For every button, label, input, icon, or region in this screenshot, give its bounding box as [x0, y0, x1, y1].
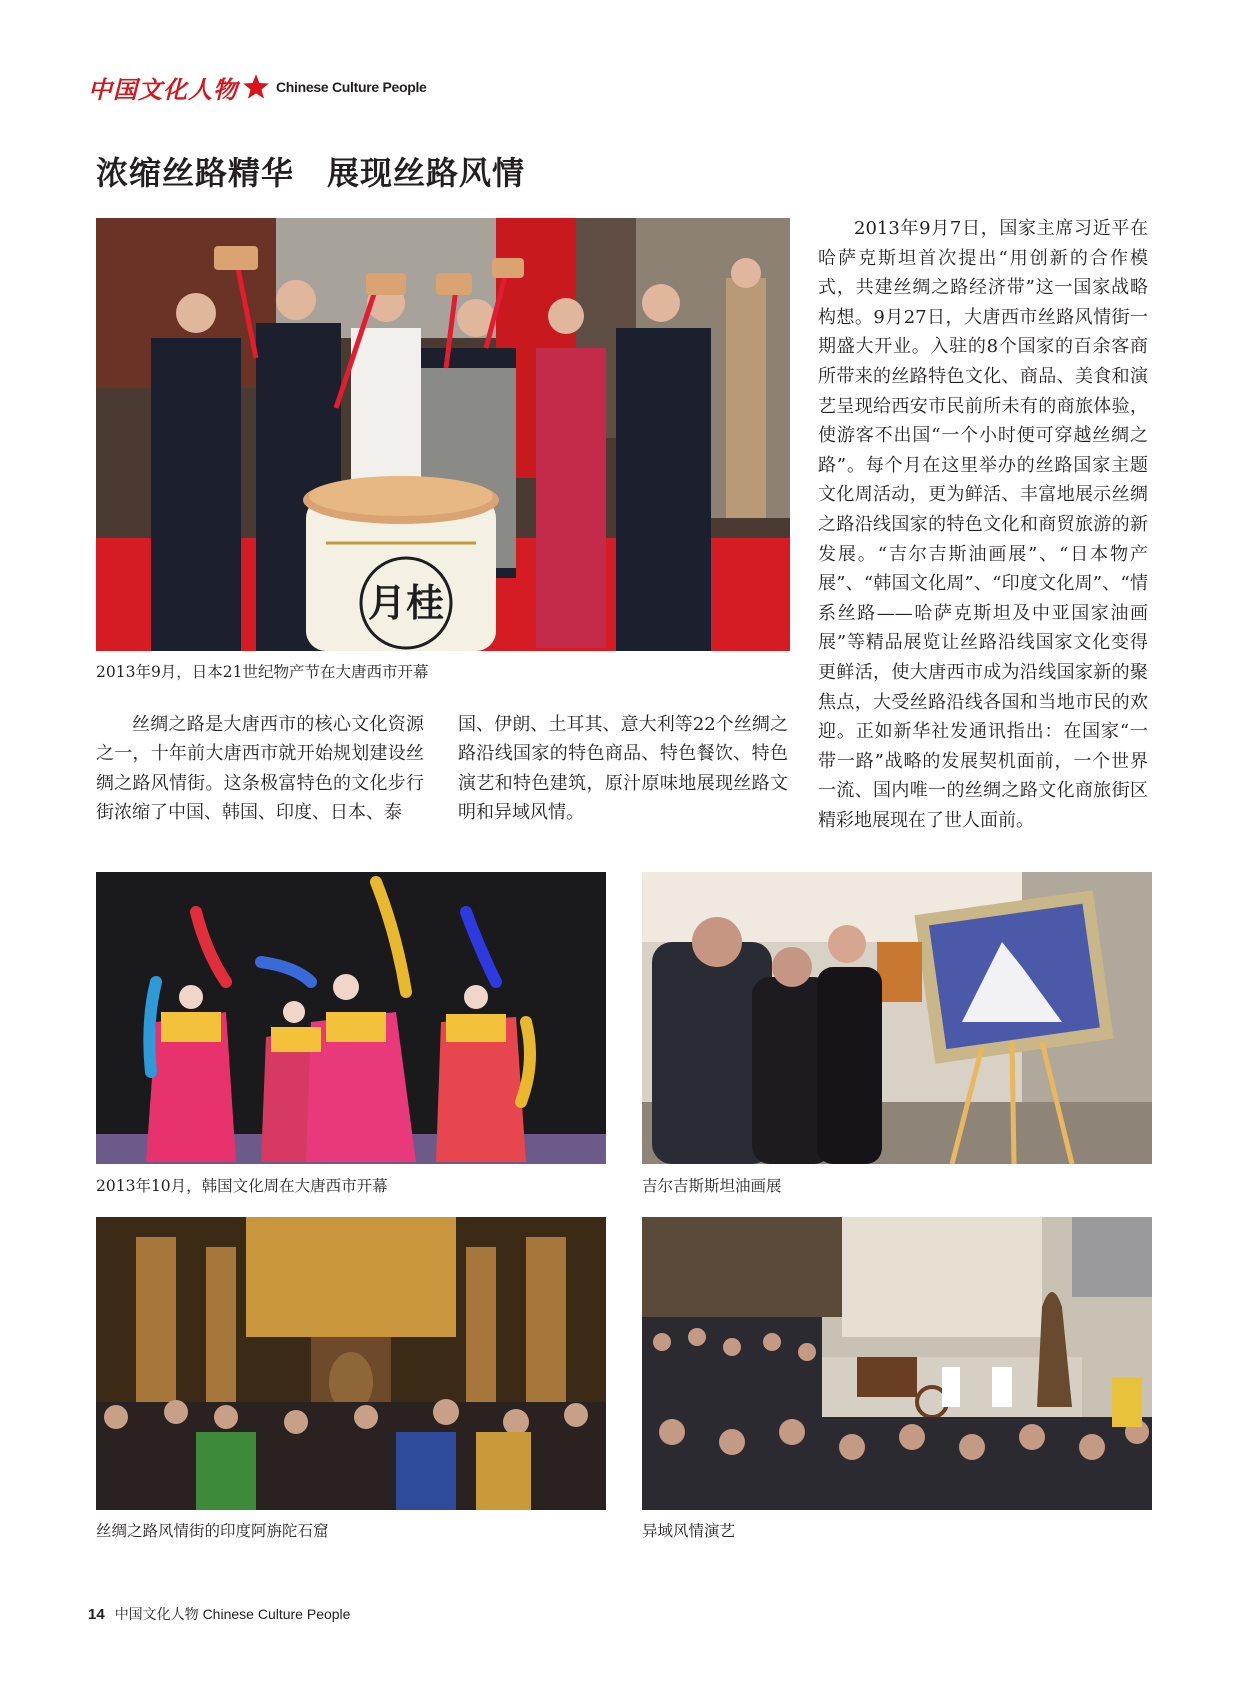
cave-photo-caption: 丝绸之路风情街的印度阿旃陀石窟 [96, 1522, 329, 1540]
masthead [88, 70, 427, 104]
magazine-logo-en: Chinese Culture People [276, 79, 427, 95]
page-footer [88, 1604, 350, 1624]
gallery-photo [642, 872, 1152, 1164]
red-star-icon [242, 73, 270, 101]
dance-photo [96, 872, 606, 1164]
gallery-photo-caption: 吉尔吉斯斯坦油画展 [642, 1177, 782, 1195]
cave-photo [96, 1217, 606, 1510]
article-title: 浓缩丝路精华 展现丝路风情 [96, 154, 526, 192]
article-column-3 [818, 214, 1148, 835]
footer-label: 中国文化人物 Chinese Culture People [114, 1606, 351, 1622]
dance-photo-caption: 2013年10月，韩国文化周在大唐西市开幕 [96, 1177, 388, 1195]
article-paragraph-1a: 丝绸之路是大唐西市的核心文化资源之一，十年前大唐西市就开始规划建设丝绸之路风情街。这条极富特色的文化步行街浓缩了中国、韩国、印度、日本、泰 [96, 714, 424, 824]
article-column-1 [96, 710, 424, 828]
article-paragraph-1b: 国、伊朗、土耳其、意大利等22个丝绸之路沿线国家的特色商品、特色餐饮、特色演艺和特色建筑，原汁原味地展现丝路文明和异域风情。 [458, 714, 788, 824]
page-number: 14 [88, 1606, 105, 1623]
performance-photo [642, 1217, 1152, 1510]
barrel-label: 月桂 [367, 580, 445, 625]
performance-photo-caption: 异域风情演艺 [642, 1522, 736, 1540]
article-paragraph-2: 2013年9月7日，国家主席习近平在哈萨克斯坦首次提出“用创新的合作模式，共建丝绸之路经济带”这一国家战略构想。9月27日，大唐西市丝路风情街一期盛大开业。入驻的8个国家的百余客商所带来的丝路特色文化、商品、美食和演艺呈现给西安市民前所未有的商旅体验，使游客不出国“一个小时便可穿越丝绸之路”。每个月在这里举办的丝路国家主题文化周活动，更为鲜活、丰富地展示丝绸之路沿线国家的特色文化和商贸旅游的新发展。“吉尔吉斯油画展”、“日本物产展”、“韩国文化周”、“印度文化周”、“情系丝路——哈萨克斯坦及中亚国家油画展”等精品展览让丝路沿线国家文化变得更鲜活，使大唐西市成为沿线国家新的聚焦点，大受丝路沿线各国和当地市民的欢迎。正如新华社发通讯指出：在国家“一带一路”战略的发展契机面前，一个世界一流、国内唯一的丝绸之路文化商旅街区精彩地展现在了世人面前。 [818, 218, 1148, 831]
magazine-logo-cn: 中国文化人物 [88, 74, 238, 104]
ceremony-photo-caption: 2013年9月，日本21世纪物产节在大唐西市开幕 [96, 663, 429, 681]
article-column-2 [458, 710, 788, 828]
ceremony-photo [96, 218, 790, 651]
